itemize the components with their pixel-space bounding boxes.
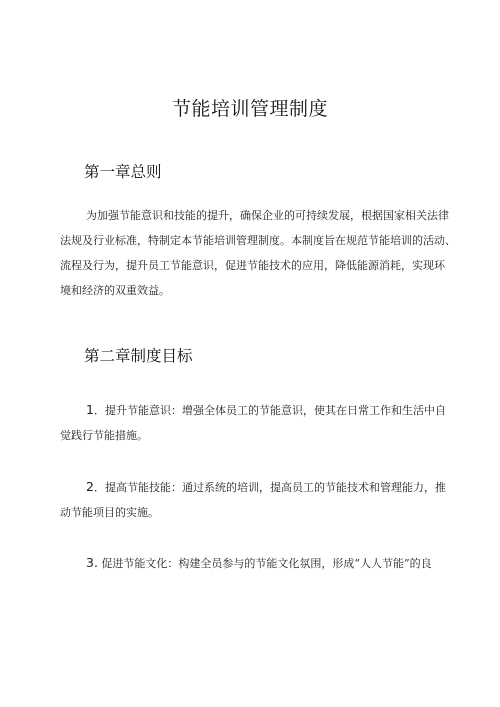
paragraph-line: 动节能项目的实施。 xyxy=(60,506,159,519)
item-number: 1 xyxy=(86,402,94,417)
chapter-1-paragraph xyxy=(60,203,455,303)
chapter-1-heading: 第一章总则 xyxy=(84,163,162,181)
paragraph-line xyxy=(60,474,455,500)
goal-item-1 xyxy=(60,397,455,448)
chapter-2-heading: 第二章制度目标 xyxy=(84,347,193,365)
goal-item-2 xyxy=(60,474,455,525)
document-title: 节能培训管理制度 xyxy=(171,98,328,120)
item-text: 促进节能文化：构建全员参与的节能文化氛围，形成“人人节能”的良 xyxy=(101,557,432,570)
paragraph-line: 法规及行业标准，特制定本节能培训管理制度。本制度旨在规范节能培训的活动、 xyxy=(60,234,456,247)
paragraph-line: 觉践行节能措施。 xyxy=(60,429,148,442)
paragraph-line xyxy=(60,397,455,423)
paragraph-line: 为加强节能意识和技能的提升，确保企业的可持续发展，根据国家相关法律 xyxy=(86,209,449,222)
item-text: ．提升节能意识：增强全体员工的节能意识，使其在日常工作和生活中自 xyxy=(93,404,446,417)
paragraph-line: 流程及行为，提升员工节能意识，促进节能技术的应用，降低能源消耗，实现环 xyxy=(60,259,445,272)
item-number: 3. xyxy=(86,555,98,570)
goal-item-3 xyxy=(60,550,455,576)
item-number: 2 xyxy=(86,479,94,494)
item-text: ．提高节能技能：通过系统的培训，提高员工的节能技术和管理能力，推 xyxy=(93,481,446,494)
paragraph-line xyxy=(60,550,455,576)
paragraph-line: 境和经济的双重效益。 xyxy=(60,284,170,297)
